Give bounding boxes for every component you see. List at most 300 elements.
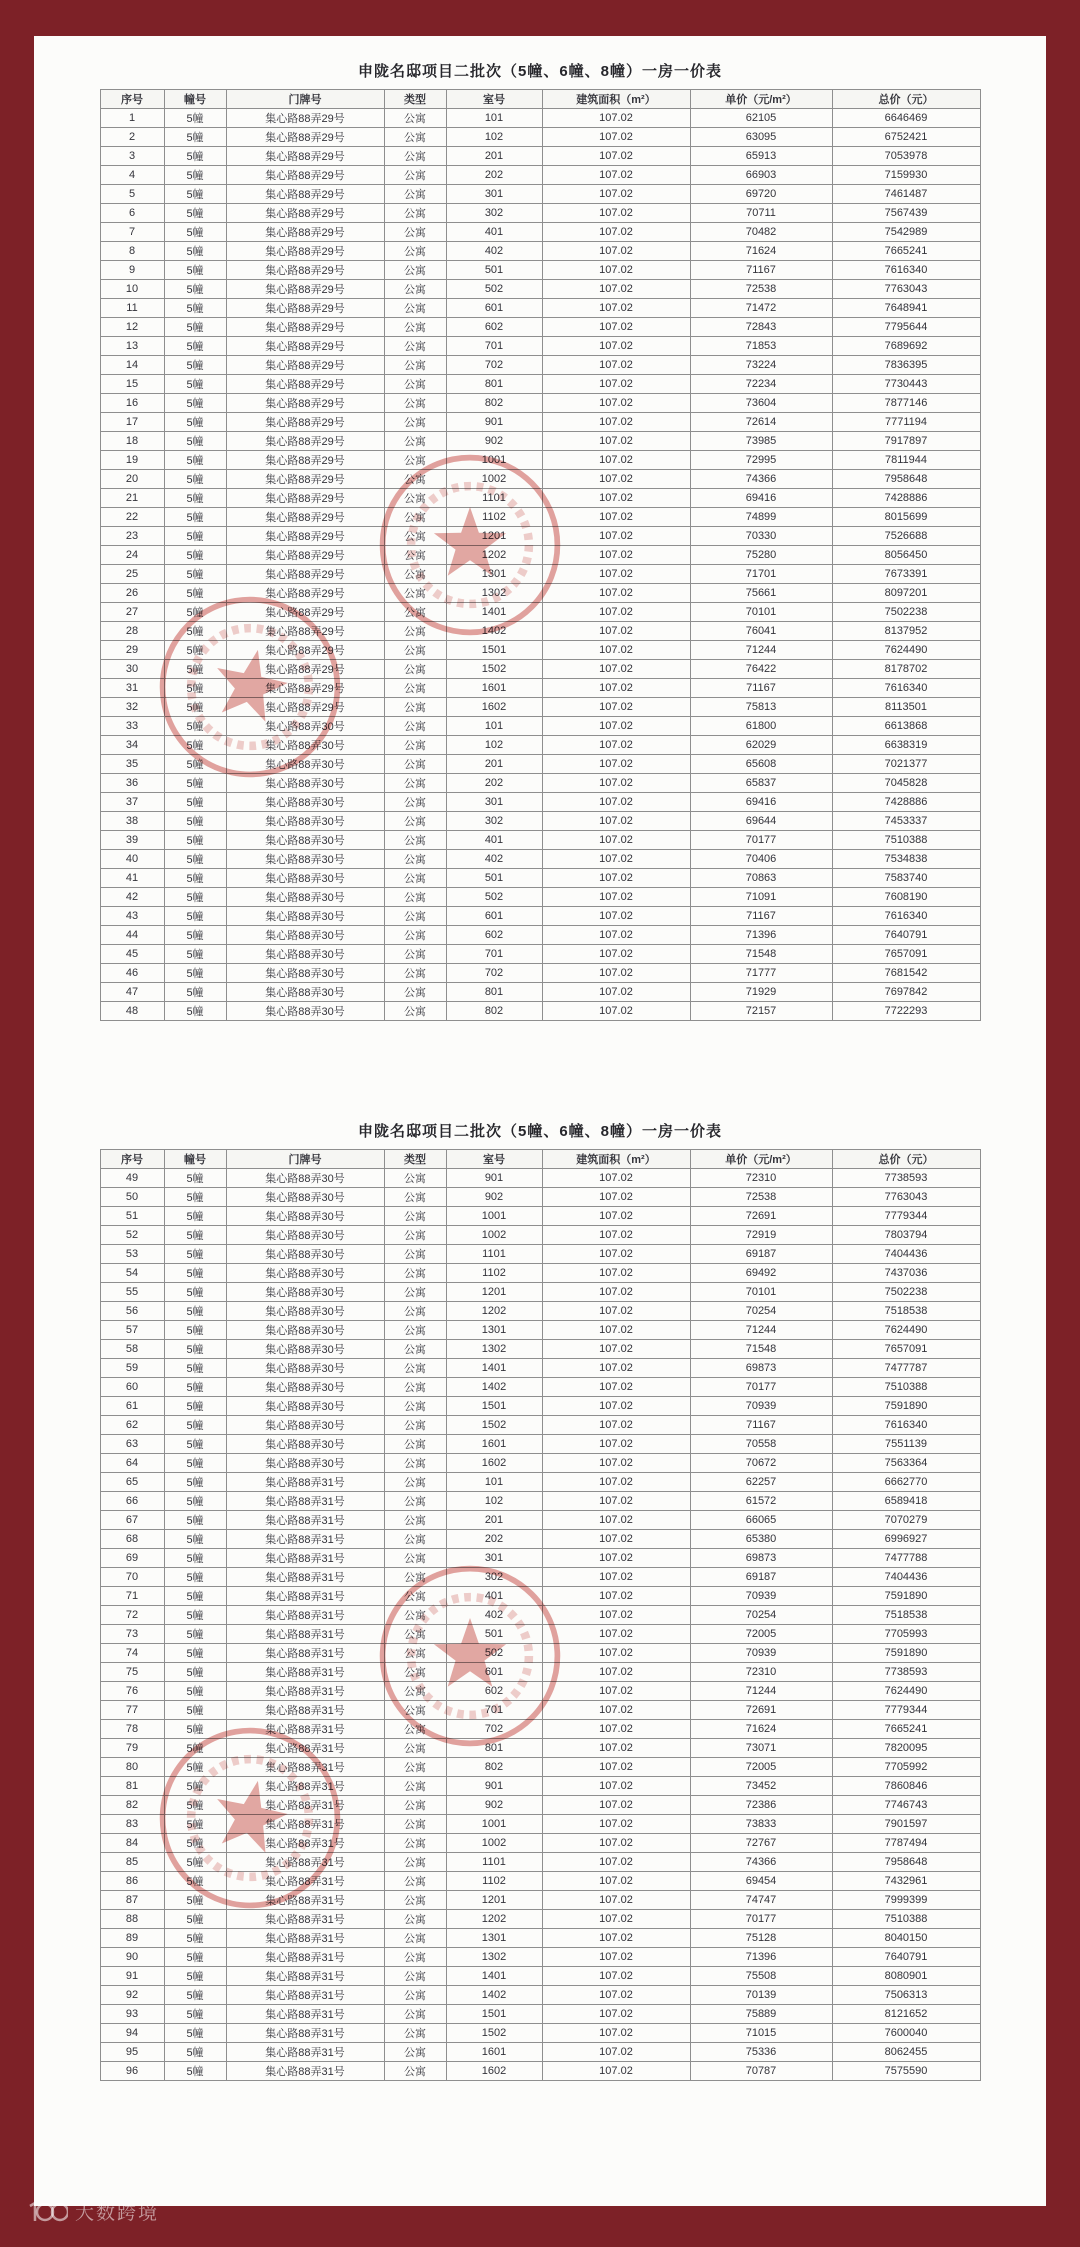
table-cell: 7689692 (832, 337, 980, 356)
table-row (100, 527, 980, 546)
table-cell: 5幢 (164, 2024, 226, 2043)
table-cell: 7738593 (832, 1663, 980, 1682)
table-cell: 75 (100, 1663, 164, 1682)
table-cell: 71853 (690, 337, 832, 356)
table-cell: 公寓 (384, 1340, 446, 1359)
table-cell: 6752421 (832, 128, 980, 147)
table-cell: 7673391 (832, 565, 980, 584)
table-row (100, 1682, 980, 1701)
table-cell: 公寓 (384, 660, 446, 679)
table-cell: 73833 (690, 1815, 832, 1834)
table-cell: 107.02 (542, 717, 690, 736)
table-cell: 107.02 (542, 1796, 690, 1815)
table-cell: 集心路88弄30号 (226, 755, 384, 774)
table-cell: 集心路88弄30号 (226, 736, 384, 755)
table-cell: 5幢 (164, 1511, 226, 1530)
table-cell: 集心路88弄31号 (226, 1644, 384, 1663)
table-cell: 54 (100, 1264, 164, 1283)
table-cell: 107.02 (542, 736, 690, 755)
table-cell: 107.02 (542, 280, 690, 299)
table-row (100, 1492, 980, 1511)
table-cell: 集心路88弄31号 (226, 2062, 384, 2081)
table-cell: 18 (100, 432, 164, 451)
table-row (100, 831, 980, 850)
table-cell: 5幢 (164, 1644, 226, 1663)
table-cell: 702 (446, 356, 542, 375)
page-title: 申陇名邸项目二批次（5幢、6幢、8幢）一房一价表 (357, 1123, 723, 1140)
table-cell: 公寓 (384, 223, 446, 242)
table-cell: 7624490 (832, 641, 980, 660)
table-cell: 802 (446, 1758, 542, 1777)
table-cell: 1202 (446, 1302, 542, 1321)
table-cell: 1001 (446, 451, 542, 470)
table-cell: 公寓 (384, 508, 446, 527)
table-cell: 集心路88弄31号 (226, 1492, 384, 1511)
table-cell: 1102 (446, 1872, 542, 1891)
table-cell: 公寓 (384, 1834, 446, 1853)
table-cell: 70939 (690, 1587, 832, 1606)
table-cell: 702 (446, 964, 542, 983)
price-table-section-2 (34, 1120, 1046, 2081)
table-cell: 5幢 (164, 1226, 226, 1245)
table-cell: 107.02 (542, 128, 690, 147)
table-cell: 集心路88弄31号 (226, 1682, 384, 1701)
table-row (100, 1644, 980, 1663)
table-cell: 集心路88弄30号 (226, 793, 384, 812)
table-cell: 5幢 (164, 641, 226, 660)
table-row (100, 546, 980, 565)
table-cell: 72386 (690, 1796, 832, 1815)
table-cell: 5幢 (164, 337, 226, 356)
table-cell: 集心路88弄30号 (226, 1321, 384, 1340)
table-cell: 1502 (446, 1416, 542, 1435)
table-row (100, 907, 980, 926)
table-cell: 70939 (690, 1397, 832, 1416)
table-cell: 74747 (690, 1891, 832, 1910)
table-cell: 91 (100, 1967, 164, 1986)
table-body-1 (100, 109, 980, 1021)
table-cell: 71701 (690, 565, 832, 584)
table-cell: 69187 (690, 1568, 832, 1587)
table-cell: 公寓 (384, 2024, 446, 2043)
table-cell: 集心路88弄29号 (226, 565, 384, 584)
table-cell: 46 (100, 964, 164, 983)
table-row (100, 945, 980, 964)
table-cell: 71244 (690, 641, 832, 660)
table-row (100, 1739, 980, 1758)
table-cell: 107.02 (542, 1397, 690, 1416)
table-cell: 71167 (690, 679, 832, 698)
table-cell: 107.02 (542, 1226, 690, 1245)
table-row (100, 1264, 980, 1283)
table-cell: 70939 (690, 1644, 832, 1663)
table-cell: 集心路88弄29号 (226, 660, 384, 679)
table-cell: 7510388 (832, 1910, 980, 1929)
table-cell: 107.02 (542, 793, 690, 812)
table-cell: 5幢 (164, 1283, 226, 1302)
table-cell: 502 (446, 888, 542, 907)
table-cell: 107.02 (542, 1454, 690, 1473)
table-row (100, 1587, 980, 1606)
table-cell: 7779344 (832, 1701, 980, 1720)
table-cell: 107.02 (542, 1340, 690, 1359)
table-cell: 公寓 (384, 1359, 446, 1378)
table-cell: 公寓 (384, 926, 446, 945)
table-cell: 301 (446, 185, 542, 204)
table-cell: 7640791 (832, 926, 980, 945)
table-cell: 1401 (446, 1967, 542, 1986)
table-cell: 1101 (446, 489, 542, 508)
table-cell: 56 (100, 1302, 164, 1321)
table-cell: 65913 (690, 147, 832, 166)
table-cell: 107.02 (542, 1473, 690, 1492)
table-cell: 公寓 (384, 204, 446, 223)
table-row (100, 337, 980, 356)
table-cell: 1601 (446, 1435, 542, 1454)
table-cell: 集心路88弄31号 (226, 1891, 384, 1910)
table-cell: 69454 (690, 1872, 832, 1891)
table-cell: 95 (100, 2043, 164, 2062)
table-cell: 71015 (690, 2024, 832, 2043)
table-cell: 107.02 (542, 1834, 690, 1853)
table-cell: 5幢 (164, 679, 226, 698)
table-cell: 5幢 (164, 185, 226, 204)
table-cell: 7404436 (832, 1245, 980, 1264)
table-cell: 107.02 (542, 1625, 690, 1644)
table-cell: 42 (100, 888, 164, 907)
table-cell: 107.02 (542, 204, 690, 223)
table-cell: 公寓 (384, 774, 446, 793)
table-cell: 11 (100, 299, 164, 318)
table-cell: 5幢 (164, 204, 226, 223)
table-cell: 107.02 (542, 470, 690, 489)
table-cell: 公寓 (384, 869, 446, 888)
table-cell: 公寓 (384, 1002, 446, 1021)
table-cell: 集心路88弄31号 (226, 1739, 384, 1758)
table-cell: 72691 (690, 1701, 832, 1720)
table-cell: 601 (446, 299, 542, 318)
table-cell: 69873 (690, 1549, 832, 1568)
table-cell: 107.02 (542, 1910, 690, 1929)
table-cell: 107.02 (542, 1530, 690, 1549)
table-cell: 107.02 (542, 1359, 690, 1378)
table-row (100, 679, 980, 698)
table-cell: 7697842 (832, 983, 980, 1002)
table-cell: 71624 (690, 242, 832, 261)
table-cell: 7477788 (832, 1549, 980, 1568)
table-cell: 集心路88弄30号 (226, 831, 384, 850)
table-row (100, 1207, 980, 1226)
table-row (100, 1359, 980, 1378)
table-cell: 107.02 (542, 964, 690, 983)
table-cell: 集心路88弄29号 (226, 261, 384, 280)
table-cell: 集心路88弄30号 (226, 869, 384, 888)
table-cell: 69492 (690, 1264, 832, 1283)
table-cell: 65837 (690, 774, 832, 793)
table-row (100, 1378, 980, 1397)
table-cell: 72691 (690, 1207, 832, 1226)
table-row (100, 641, 980, 660)
table-cell: 1202 (446, 546, 542, 565)
table-cell: 公寓 (384, 1530, 446, 1549)
table-cell: 集心路88弄30号 (226, 1207, 384, 1226)
table-cell: 公寓 (384, 356, 446, 375)
table-cell: 107.02 (542, 641, 690, 660)
table-cell: 7958648 (832, 470, 980, 489)
table-cell: 公寓 (384, 1321, 446, 1340)
table-cell: 102 (446, 1492, 542, 1511)
table-row (100, 2043, 980, 2062)
table-cell: 5幢 (164, 717, 226, 736)
table-cell: 22 (100, 508, 164, 527)
table-cell: 75661 (690, 584, 832, 603)
table-cell: 107.02 (542, 166, 690, 185)
table-row (100, 1986, 980, 2005)
table-cell: 集心路88弄30号 (226, 1264, 384, 1283)
table-cell: 64 (100, 1454, 164, 1473)
header-row (100, 1150, 980, 1169)
table-cell: 52 (100, 1226, 164, 1245)
table-cell: 5幢 (164, 1454, 226, 1473)
table-cell: 93 (100, 2005, 164, 2024)
table-cell: 45 (100, 945, 164, 964)
table-cell: 7461487 (832, 185, 980, 204)
table-cell: 5幢 (164, 546, 226, 565)
table-cell: 12 (100, 318, 164, 337)
table-cell: 2 (100, 128, 164, 147)
table-cell: 集心路88弄29号 (226, 223, 384, 242)
table-cell: 7600040 (832, 2024, 980, 2043)
table-cell: 7917897 (832, 432, 980, 451)
table-cell: 107.02 (542, 1549, 690, 1568)
table-body-2 (100, 1169, 980, 2081)
table-cell: 5幢 (164, 622, 226, 641)
table-cell: 5幢 (164, 1834, 226, 1853)
table-cell: 5幢 (164, 508, 226, 527)
table-cell: 107.02 (542, 983, 690, 1002)
table-cell: 集心路88弄31号 (226, 1910, 384, 1929)
table-cell: 74 (100, 1644, 164, 1663)
table-cell: 20 (100, 470, 164, 489)
table-cell: 5幢 (164, 1359, 226, 1378)
table-cell: 公寓 (384, 1549, 446, 1568)
table-cell: 107.02 (542, 812, 690, 831)
table-cell: 集心路88弄31号 (226, 1986, 384, 2005)
table-cell: 101 (446, 717, 542, 736)
table-cell: 7860846 (832, 1777, 980, 1796)
table-cell: 501 (446, 1625, 542, 1644)
table-cell: 5幢 (164, 907, 226, 926)
table-cell: 7510388 (832, 1378, 980, 1397)
table-cell: 107.02 (542, 1815, 690, 1834)
table-cell: 5幢 (164, 1492, 226, 1511)
table-cell: 5幢 (164, 1910, 226, 1929)
table-cell: 公寓 (384, 679, 446, 698)
table-cell: 5幢 (164, 413, 226, 432)
table-cell: 5幢 (164, 1682, 226, 1701)
table-cell: 1302 (446, 1948, 542, 1967)
table-cell: 公寓 (384, 1701, 446, 1720)
table-cell: 75508 (690, 1967, 832, 1986)
table-cell: 集心路88弄29号 (226, 698, 384, 717)
table-cell: 5幢 (164, 698, 226, 717)
table-cell: 5幢 (164, 1435, 226, 1454)
table-cell: 1001 (446, 1207, 542, 1226)
table-cell: 1602 (446, 1454, 542, 1473)
table-cell: 59 (100, 1359, 164, 1378)
table-cell: 301 (446, 793, 542, 812)
table-cell: 23 (100, 527, 164, 546)
table-cell: 701 (446, 337, 542, 356)
table-cell: 72005 (690, 1625, 832, 1644)
table-cell: 公寓 (384, 1986, 446, 2005)
table-cell: 107.02 (542, 1739, 690, 1758)
table-cell: 401 (446, 831, 542, 850)
column-header: 类型 (384, 90, 446, 109)
table-row (100, 2062, 980, 2081)
table-cell: 81 (100, 1777, 164, 1796)
table-cell: 107.02 (542, 926, 690, 945)
table-cell: 107.02 (542, 679, 690, 698)
table-cell: 7787494 (832, 1834, 980, 1853)
table-row (100, 318, 980, 337)
table-cell: 7681542 (832, 964, 980, 983)
table-cell: 公寓 (384, 375, 446, 394)
table-cell: 公寓 (384, 1169, 446, 1188)
table-row (100, 2005, 980, 2024)
table-cell: 公寓 (384, 166, 446, 185)
table-cell: 302 (446, 812, 542, 831)
table-cell: 801 (446, 375, 542, 394)
table-cell: 集心路88弄31号 (226, 1967, 384, 1986)
table-cell: 5幢 (164, 964, 226, 983)
table-cell: 5幢 (164, 1929, 226, 1948)
table-row (100, 2024, 980, 2043)
table-cell: 5幢 (164, 1568, 226, 1587)
table-cell: 公寓 (384, 1929, 446, 1948)
table-cell: 302 (446, 1568, 542, 1587)
table-cell: 7432961 (832, 1872, 980, 1891)
table-cell: 1201 (446, 1891, 542, 1910)
table-cell: 107.02 (542, 755, 690, 774)
table-cell: 7616340 (832, 907, 980, 926)
table-cell: 5幢 (164, 1378, 226, 1397)
table-cell: 5幢 (164, 375, 226, 394)
table-cell: 集心路88弄31号 (226, 1834, 384, 1853)
table-cell: 71777 (690, 964, 832, 983)
table-cell: 71929 (690, 983, 832, 1002)
table-row (100, 299, 980, 318)
column-header: 总价（元） (832, 1150, 980, 1169)
table-cell: 107.02 (542, 451, 690, 470)
table-cell: 集心路88弄31号 (226, 1587, 384, 1606)
table-row (100, 1967, 980, 1986)
price-table-section-1 (34, 36, 1046, 1021)
table-cell: 62257 (690, 1473, 832, 1492)
table-cell: 7563364 (832, 1454, 980, 1473)
table-cell: 6613868 (832, 717, 980, 736)
table-cell: 公寓 (384, 1967, 446, 1986)
table-cell: 78 (100, 1720, 164, 1739)
table-cell: 7506313 (832, 1986, 980, 2005)
table-cell: 8062455 (832, 2043, 980, 2062)
table-cell: 集心路88弄31号 (226, 1663, 384, 1682)
table-cell: 107.02 (542, 1207, 690, 1226)
table-cell: 1002 (446, 1226, 542, 1245)
table-cell: 5幢 (164, 1796, 226, 1815)
table-cell: 公寓 (384, 1739, 446, 1758)
table-cell: 5幢 (164, 565, 226, 584)
table-cell: 75813 (690, 698, 832, 717)
table-cell: 37 (100, 793, 164, 812)
table-cell: 公寓 (384, 945, 446, 964)
table-cell: 8178702 (832, 660, 980, 679)
table-cell: 7477787 (832, 1359, 980, 1378)
table-row (100, 698, 980, 717)
table-cell: 70177 (690, 831, 832, 850)
table-cell: 70254 (690, 1606, 832, 1625)
table-row (100, 1511, 980, 1530)
table-cell: 68 (100, 1530, 164, 1549)
table-cell: 302 (446, 204, 542, 223)
column-header: 单价（元/m²） (690, 1150, 832, 1169)
table-cell: 107.02 (542, 1283, 690, 1302)
table-cell: 公寓 (384, 1302, 446, 1321)
table-cell: 65 (100, 1473, 164, 1492)
table-cell: 39 (100, 831, 164, 850)
table-cell: 公寓 (384, 451, 446, 470)
table-cell: 7428886 (832, 489, 980, 508)
table-cell: 7575590 (832, 2062, 980, 2081)
table-row (100, 1853, 980, 1872)
table-cell: 5幢 (164, 242, 226, 261)
table-cell: 801 (446, 983, 542, 1002)
table-cell: 7053978 (832, 147, 980, 166)
table-row (100, 1872, 980, 1891)
table-cell: 107.02 (542, 1511, 690, 1530)
table-cell: 公寓 (384, 1473, 446, 1492)
table-cell: 107.02 (542, 1587, 690, 1606)
table-cell: 集心路88弄31号 (226, 1720, 384, 1739)
table-cell: 74899 (690, 508, 832, 527)
table-cell: 40 (100, 850, 164, 869)
table-cell: 71244 (690, 1321, 832, 1340)
table-cell: 107.02 (542, 261, 690, 280)
table-cell: 82 (100, 1796, 164, 1815)
table-cell: 55 (100, 1283, 164, 1302)
table-cell: 5幢 (164, 1967, 226, 1986)
table-cell: 7958648 (832, 1853, 980, 1872)
table-cell: 5幢 (164, 1701, 226, 1720)
table-cell: 72919 (690, 1226, 832, 1245)
table-cell: 301 (446, 1549, 542, 1568)
table-cell: 6996927 (832, 1530, 980, 1549)
table-cell: 83 (100, 1815, 164, 1834)
table-cell: 89 (100, 1929, 164, 1948)
table-cell: 1302 (446, 1340, 542, 1359)
table-cell: 5幢 (164, 1473, 226, 1492)
table-cell: 公寓 (384, 1815, 446, 1834)
table-row (100, 1283, 980, 1302)
column-header: 室号 (446, 1150, 542, 1169)
table-cell: 5幢 (164, 1986, 226, 2005)
table-cell: 69644 (690, 812, 832, 831)
table-cell: 202 (446, 166, 542, 185)
table-cell: 集心路88弄30号 (226, 1416, 384, 1435)
table-row (100, 1948, 980, 1967)
table-cell: 7665241 (832, 1720, 980, 1739)
table-row (100, 983, 980, 1002)
